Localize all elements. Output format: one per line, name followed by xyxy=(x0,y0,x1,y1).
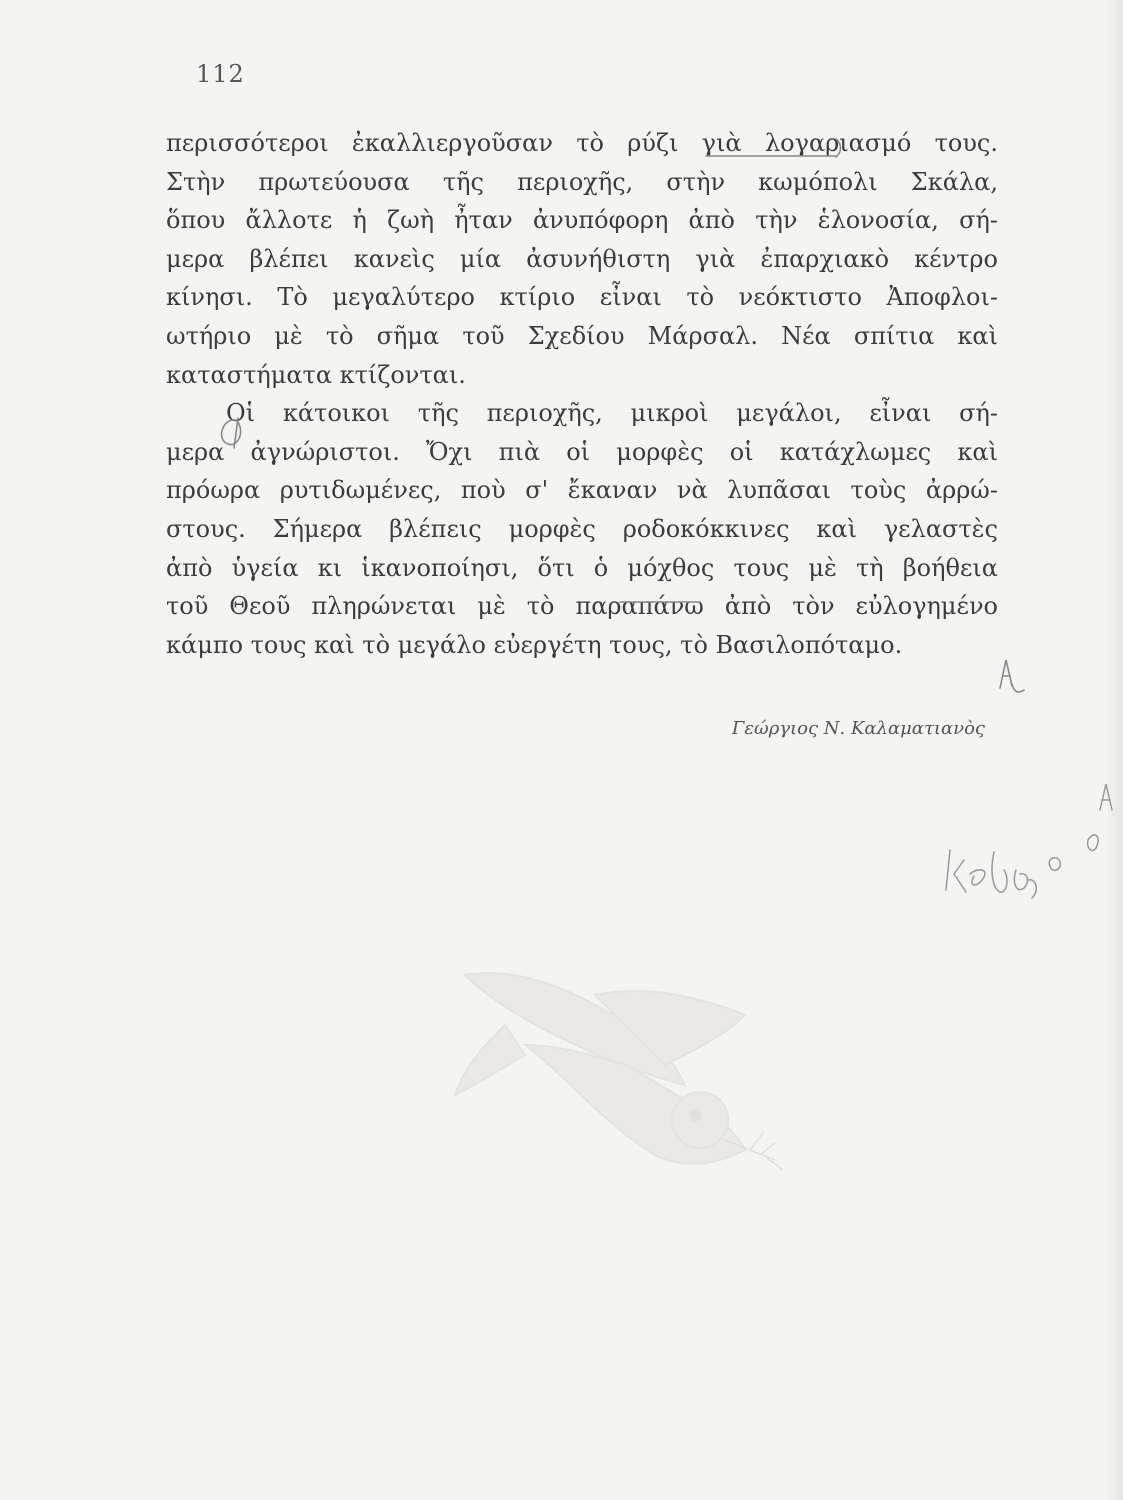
text-line: καταστήματα κτίζονται. xyxy=(166,360,466,389)
text-line: πρόωρα ρυτιδωμένες, ποὺ σ' ἔκαναν νὰ λυπᾶσαι τοὺς ἀρρώ- xyxy=(166,476,998,505)
text-line: ἀπὸ ὑγεία κι ἱκανοποίησι, ὅτι ὁ μόχθος τους μὲ τὴ βοήθεια xyxy=(166,553,998,582)
text-line: Οἱ κάτοικοι τῆς περιοχῆς, μικροὶ μεγάλοι, εἶναι σή- xyxy=(226,399,998,428)
text-line: τοῦ Θεοῦ πληρώνεται μὲ τὸ παραπάνω ἀπὸ τὸν εὐλογημένο xyxy=(166,592,998,621)
bird-with-twig-icon xyxy=(445,955,805,1215)
page-number: 112 xyxy=(196,60,245,88)
handwritten-annotation-icon xyxy=(940,770,1120,930)
text-line: στους. Σήμερα βλέπεις μορφὲς ροδοκόκκινες καὶ γελαστὲς xyxy=(166,514,998,543)
text-line: κίνησι. Τὸ μεγαλύτερο κτίριο εἶναι τὸ νεόκτιστο Ἀποφλοι- xyxy=(166,283,998,312)
body-text xyxy=(166,124,998,664)
text-line: ὅπου ἄλλοτε ἡ ζωὴ ἦταν ἀνυπόφορη ἀπὸ τὴν ἑλονοσία, σή- xyxy=(166,206,998,235)
end-mark xyxy=(1000,660,1024,692)
text-line: μερα ἀγνώριστοι. Ὄχι πιὰ οἱ μορφὲς οἱ κατάχλωμες καὶ xyxy=(166,437,998,466)
page-edge-shadow xyxy=(1105,0,1123,1500)
text-line: κάμπο τους καὶ τὸ μεγάλο εὐεργέτη τους, τὸ Βασιλοπόταμο. xyxy=(166,630,903,659)
text-line: περισσότεροι ἐκαλλιεργοῦσαν τὸ ρύζι γιὰ λογαριασμό τους. xyxy=(166,129,998,157)
text-line: μερα βλέπει κανεὶς μία ἀσυνήθιστη γιὰ ἐπαρχιακὸ κέντρο xyxy=(166,244,998,273)
author-signature: Γεώργιος Ν. Καλαματιανὸς xyxy=(731,718,985,739)
text-line: Στὴν πρωτεύουσα τῆς περιοχῆς, στὴν κωμόπολι Σκάλα, xyxy=(166,167,998,196)
text-line: ωτήριο μὲ τὸ σῆμα τοῦ Σχεδίου Μάρσαλ. Νέα σπίτια καὶ xyxy=(166,321,998,350)
